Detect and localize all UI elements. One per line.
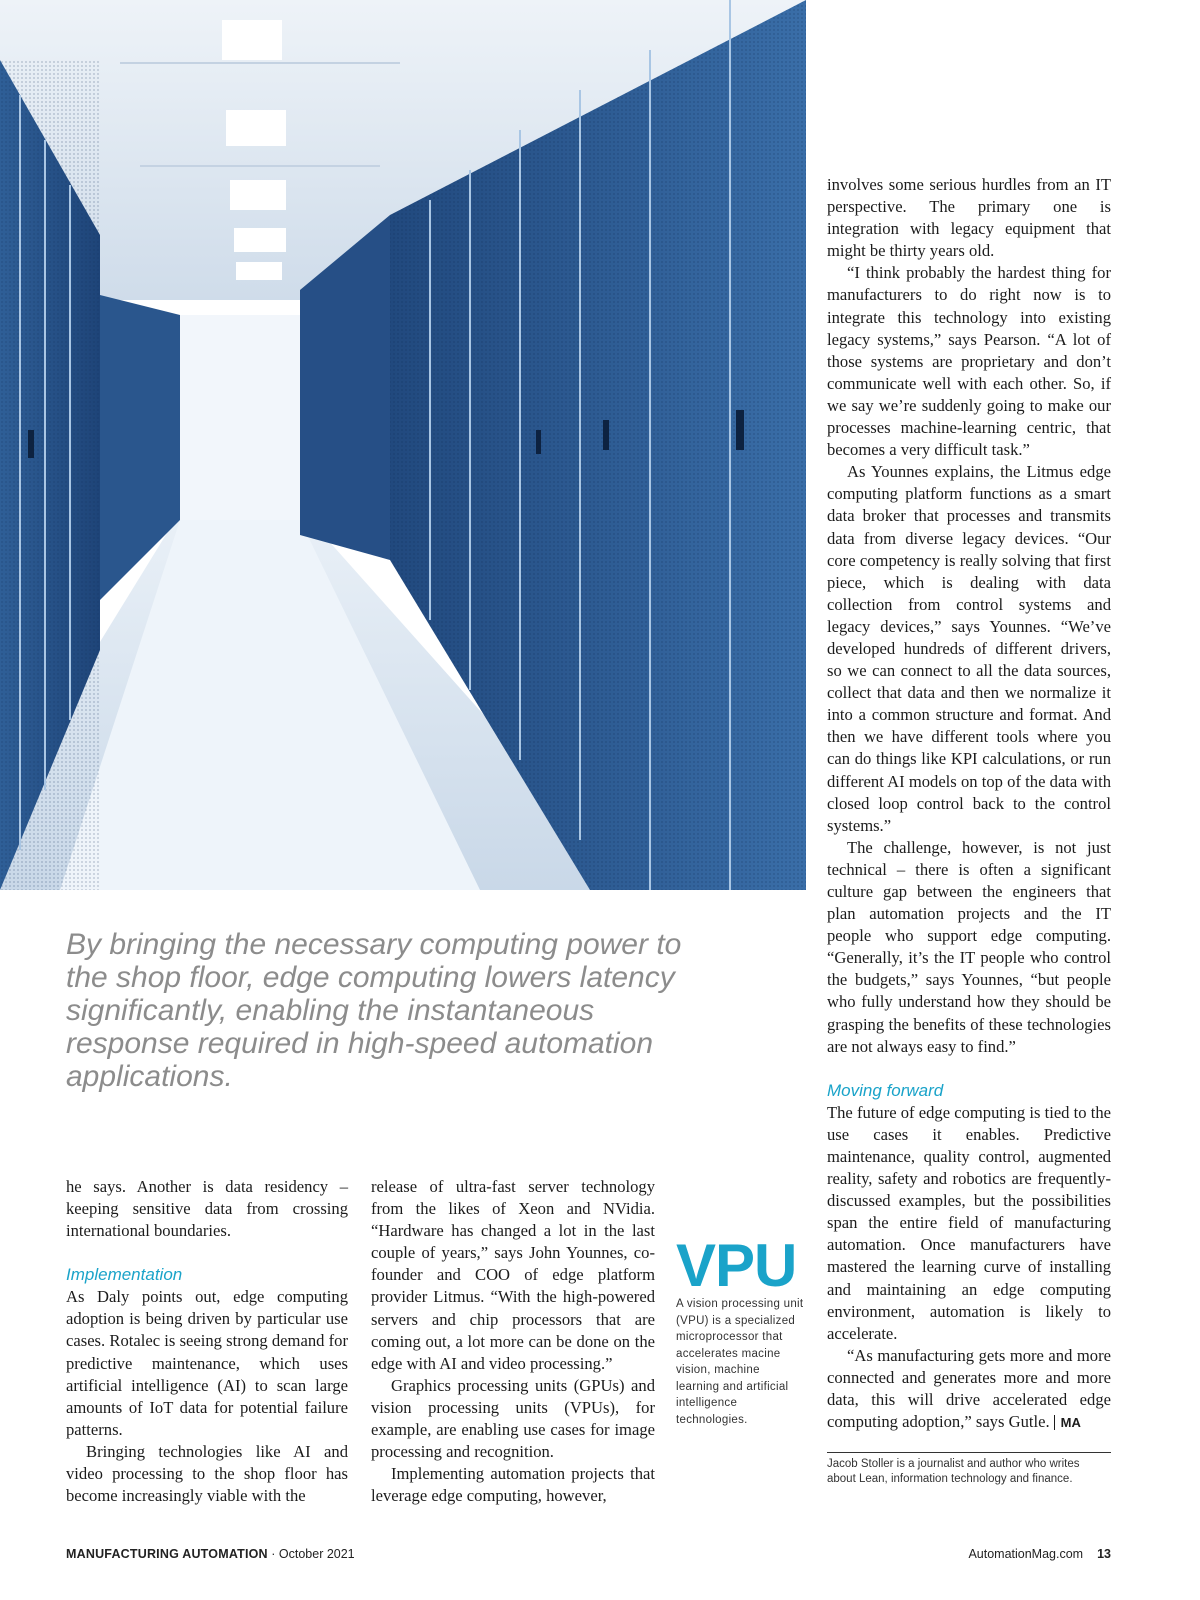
section-subhead-moving-forward: Moving forward bbox=[827, 1080, 944, 1100]
footer-site bbox=[968, 1547, 1111, 1561]
author-bio: Jacob Stoller is a journalist and author who writes about Lean, information technology and finance. bbox=[827, 1458, 1080, 1485]
article-column-left bbox=[66, 1176, 348, 1507]
end-mark: MA bbox=[1054, 1415, 1081, 1430]
paragraph: he says. Another is data residency – keeping sensitive data from crossing international boundaries. bbox=[66, 1177, 348, 1241]
publication-name: MANUFACTURING AUTOMATION bbox=[66, 1547, 268, 1561]
paragraph: Graphics processing units (GPUs) and vision processing units (VPUs), for example, are enabling use cases for image processing and recognition. bbox=[371, 1375, 655, 1462]
article-column-right bbox=[827, 174, 1111, 1434]
pull-quote: By bringing the necessary computing power to the shop floor, edge computing lowers latency significantly, enabling the instantaneous response required in high-speed automation applications. bbox=[66, 928, 682, 1093]
vpu-sidebar bbox=[676, 1232, 806, 1428]
paragraph-final bbox=[827, 1345, 1111, 1434]
sidebar-text: A vision processing unit (VPU) is a specialized microprocessor that accelerates macine vision, machine learning and artificial intelligence technologies. bbox=[676, 1298, 804, 1426]
paragraph: involves some serious hurdles from an IT perspective. The primary one is integration with legacy equipment that might be thirty years old. bbox=[827, 175, 1111, 261]
footer-publication bbox=[66, 1547, 355, 1561]
paragraph: The future of edge computing is tied to the use cases it enables. Predictive maintenance, quality control, augmented reality, safety and robotics are frequently-discussed examples, but the possibilities span the entire field of manufacturing automation. Once manufacturers have mastered the learning curve of installing and maintaining an edge computing environment, automation is likely to accelerate. bbox=[827, 1102, 1111, 1343]
paragraph: “I think probably the hardest thing for manufacturers to do right now is to integrate this technology into existing legacy systems,” says Pearson. “A lot of those systems are proprietary and don’t communicate well with each other. So, if we say we’re suddenly going to make our processes machine-learning centric, that becomes a very difficult task.” bbox=[827, 263, 1111, 460]
article-column-middle bbox=[371, 1176, 655, 1507]
page-number: 13 bbox=[1097, 1547, 1111, 1561]
paragraph: As Younnes explains, the Litmus edge computing platform functions as a smart data broker that processes and transmits data from diverse legacy devices. “Our core competency is really solving that first piece, which is dealing with data collection from control systems and legacy devices,” says Younnes. “We’ve developed hundreds of different drivers, so we can connect to all the data sources, collect that data and then we normalize it into a common structure and format. And then we have different tools where you can do things like KPI calculations, or run different AI models on top of the data with closed loop control back to the control systems.” bbox=[827, 462, 1111, 835]
section-subhead-implementation: Implementation bbox=[66, 1265, 183, 1285]
paragraph: Implementing automation projects that leverage edge computing, however, bbox=[371, 1464, 655, 1506]
paragraph: Bringing technologies like AI and video processing to the shop floor has become increasingly viable with the bbox=[66, 1441, 348, 1506]
issue-date: · October 2021 bbox=[267, 1547, 355, 1561]
paragraph-text: “As manufacturing gets more and more connected and generates more and more data, this will drive accelerated edge computing adoption,” says Gutle. bbox=[827, 1345, 1111, 1432]
bio-divider bbox=[827, 1452, 1111, 1453]
sidebar-title: VPU bbox=[676, 1232, 797, 1299]
website: AutomationMag.com bbox=[968, 1547, 1084, 1561]
paragraph: release of ultra-fast server technology from the likes of Xeon and NVidia. “Hardware has changed a lot in the last couple of years,” says John Younnes, co-founder and COO of edge platform provider Litmus. “With the high-powered servers and chip processors that are coming out, a lot more can be done on the edge with AI and video processing.” bbox=[371, 1177, 655, 1373]
server-room-photo bbox=[0, 0, 806, 890]
paragraph: As Daly points out, edge computing adoption is being driven by particular use cases. Rotalec is seeing strong demand for predictive maintenance, which uses artificial intelligence (AI) to scan large amounts of IoT data for potential failure patterns. bbox=[66, 1287, 348, 1439]
paragraph: The challenge, however, is not just technical – there is often a significant culture gap between the engineers that plan automation projects and the IT people who support edge computing. “Generally, it’s the IT people who control the budgets,” says Younnes, “but people who fully understand how they should be grasping the benefits of these technologies are not always easy to find.” bbox=[827, 837, 1111, 1056]
